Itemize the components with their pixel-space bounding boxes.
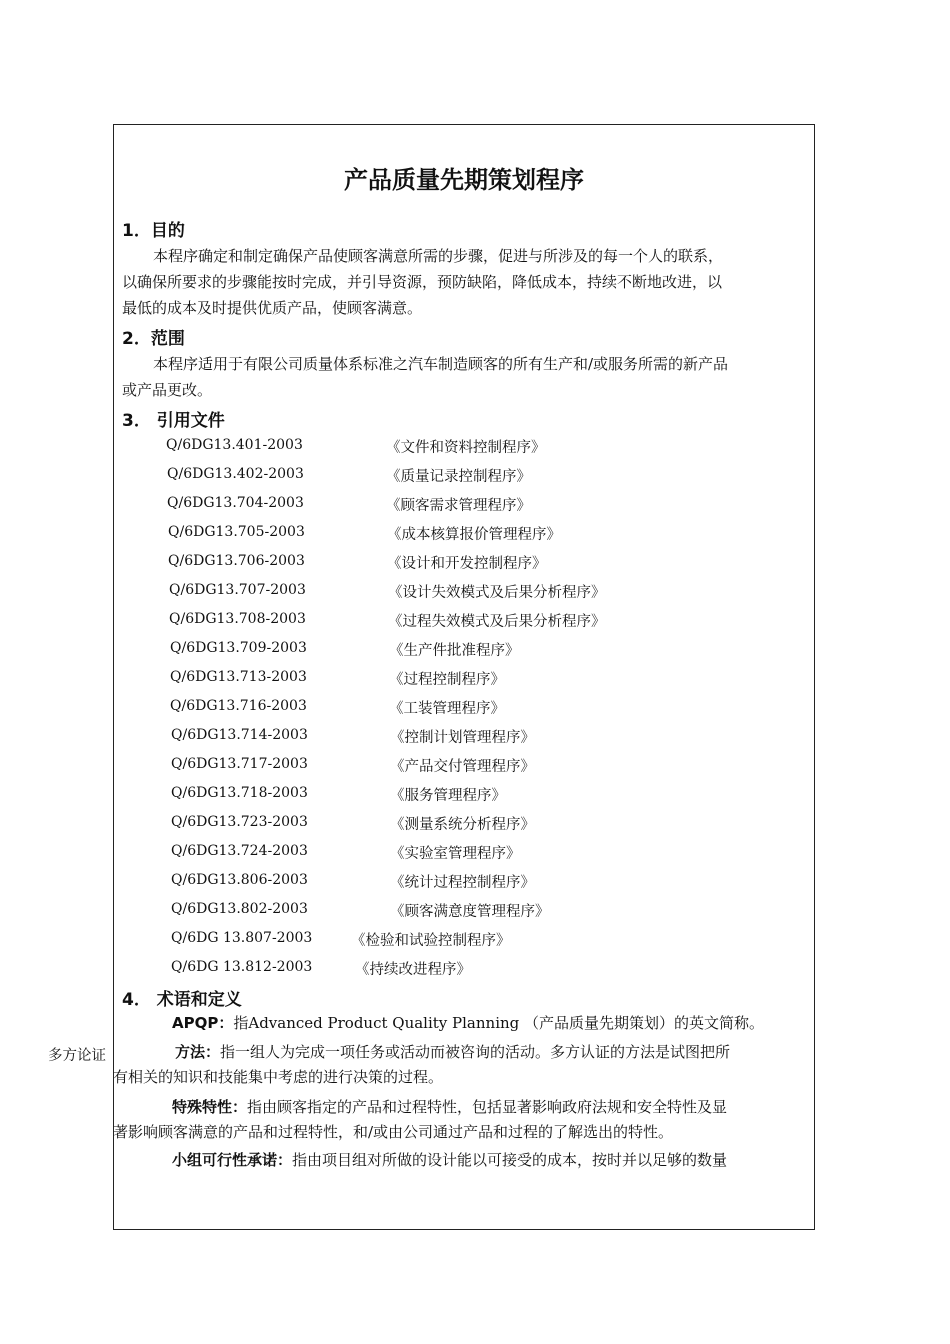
- reference-title: 《实验室管理程序》: [390, 846, 521, 862]
- term-label: 方法：: [175, 1043, 221, 1061]
- reference-title: 《工装管理程序》: [389, 701, 505, 717]
- reference-title: 《文件和资料控制程序》: [386, 440, 546, 456]
- reference-code: Q/6DG13.806-2003: [171, 872, 308, 888]
- reference-code: Q/6DG13.713-2003: [170, 669, 307, 685]
- reference-code: Q/6DG13.708-2003: [169, 611, 306, 627]
- term-definition: 指一组人为完成一项任务或活动而被咨询的活动。多方认证的方法是试图把所: [220, 1043, 731, 1061]
- term-label: 小组可行性承诺：: [172, 1151, 293, 1169]
- reference-code: Q/6DG 13.807-2003: [171, 930, 313, 946]
- reference-title: 《设计失效模式及后果分析程序》: [388, 585, 606, 601]
- term-definition: 指由项目组对所做的设计能以可接受的成本，按时并以足够的数量: [292, 1151, 728, 1169]
- reference-code: Q/6DG13.705-2003: [168, 524, 305, 540]
- reference-title: 《过程控制程序》: [389, 672, 505, 688]
- reference-code: Q/6DG13.706-2003: [168, 553, 305, 569]
- term-special: [172, 1094, 727, 1120]
- term-definition: 指Advanced Product Quality Planning （产品质量先期策划）的英文简称。: [233, 1014, 765, 1032]
- section-heading-scope: 2．范围: [122, 329, 185, 349]
- margin-note: 多方论证: [48, 1048, 106, 1064]
- term-method: [175, 1039, 730, 1065]
- term-special-line-2: 著影响顾客满意的产品和过程特性，和/或由公司通过产品和过程的了解选出的特性。: [113, 1123, 674, 1141]
- reference-title: 《控制计划管理程序》: [390, 730, 535, 746]
- reference-title: 《过程失效模式及后果分析程序》: [388, 614, 606, 630]
- reference-code: Q/6DG13.707-2003: [169, 582, 306, 598]
- purpose-line-1: 本程序确定和制定确保产品使顾客满意所需的步骤，促进与所涉及的每一个人的联系，: [153, 247, 724, 265]
- reference-code: Q/6DG13.718-2003: [171, 785, 308, 801]
- section-heading-purpose: 1．目的: [122, 221, 185, 241]
- reference-code: Q/6DG13.704-2003: [167, 495, 304, 511]
- term-method-line-2: 有相关的知识和技能集中考虑的进行决策的过程。: [113, 1068, 444, 1086]
- reference-title: 《成本核算报价管理程序》: [387, 527, 561, 543]
- reference-title: 《设计和开发控制程序》: [387, 556, 547, 572]
- reference-code: Q/6DG13.401-2003: [166, 437, 303, 453]
- reference-title: 《测量系统分析程序》: [390, 817, 535, 833]
- reference-code: Q/6DG13.717-2003: [171, 756, 308, 772]
- reference-title: 《顾客需求管理程序》: [386, 498, 531, 514]
- purpose-line-3: 最低的成本及时提供优质产品，使顾客满意。: [122, 299, 423, 317]
- purpose-line-2: 以确保所要求的步骤能按时完成，并引导资源，预防缺陷，降低成本，持续不断地改进，以: [122, 273, 723, 291]
- term-label: APQP：: [172, 1014, 234, 1032]
- reference-title: 《检验和试验控制程序》: [351, 933, 511, 949]
- reference-title: 《顾客满意度管理程序》: [390, 904, 550, 920]
- page-title: 产品质量先期策划程序: [344, 166, 584, 194]
- reference-title: 《持续改进程序》: [355, 962, 471, 978]
- reference-code: Q/6DG13.724-2003: [171, 843, 308, 859]
- reference-code: Q/6DG13.402-2003: [167, 466, 304, 482]
- reference-code: Q/6DG13.723-2003: [171, 814, 308, 830]
- reference-code: Q/6DG13.709-2003: [170, 640, 307, 656]
- reference-title: 《生产件批准程序》: [389, 643, 520, 659]
- reference-title: 《服务管理程序》: [390, 788, 506, 804]
- term-definition: 指由顾客指定的产品和过程特性，包括显著影响政府法规和安全特性及显: [247, 1098, 728, 1116]
- section-heading-references: 3． 引用文件: [122, 411, 225, 431]
- term-label: 特殊特性：: [172, 1098, 248, 1116]
- reference-title: 《产品交付管理程序》: [390, 759, 535, 775]
- reference-code: Q/6DG 13.812-2003: [171, 959, 313, 975]
- reference-code: Q/6DG13.802-2003: [171, 901, 308, 917]
- scope-line-1: 本程序适用于有限公司质量体系标准之汽车制造顾客的所有生产和/或服务所需的新产品: [153, 355, 729, 373]
- reference-title: 《质量记录控制程序》: [386, 469, 531, 485]
- term-feasibility: [172, 1147, 727, 1173]
- reference-code: Q/6DG13.714-2003: [171, 727, 308, 743]
- term-apqp: [172, 1010, 764, 1036]
- reference-code: Q/6DG13.716-2003: [170, 698, 307, 714]
- scope-line-2: 或产品更改。: [122, 381, 213, 399]
- reference-title: 《统计过程控制程序》: [390, 875, 535, 891]
- section-heading-terms: 4． 术语和定义: [122, 990, 242, 1010]
